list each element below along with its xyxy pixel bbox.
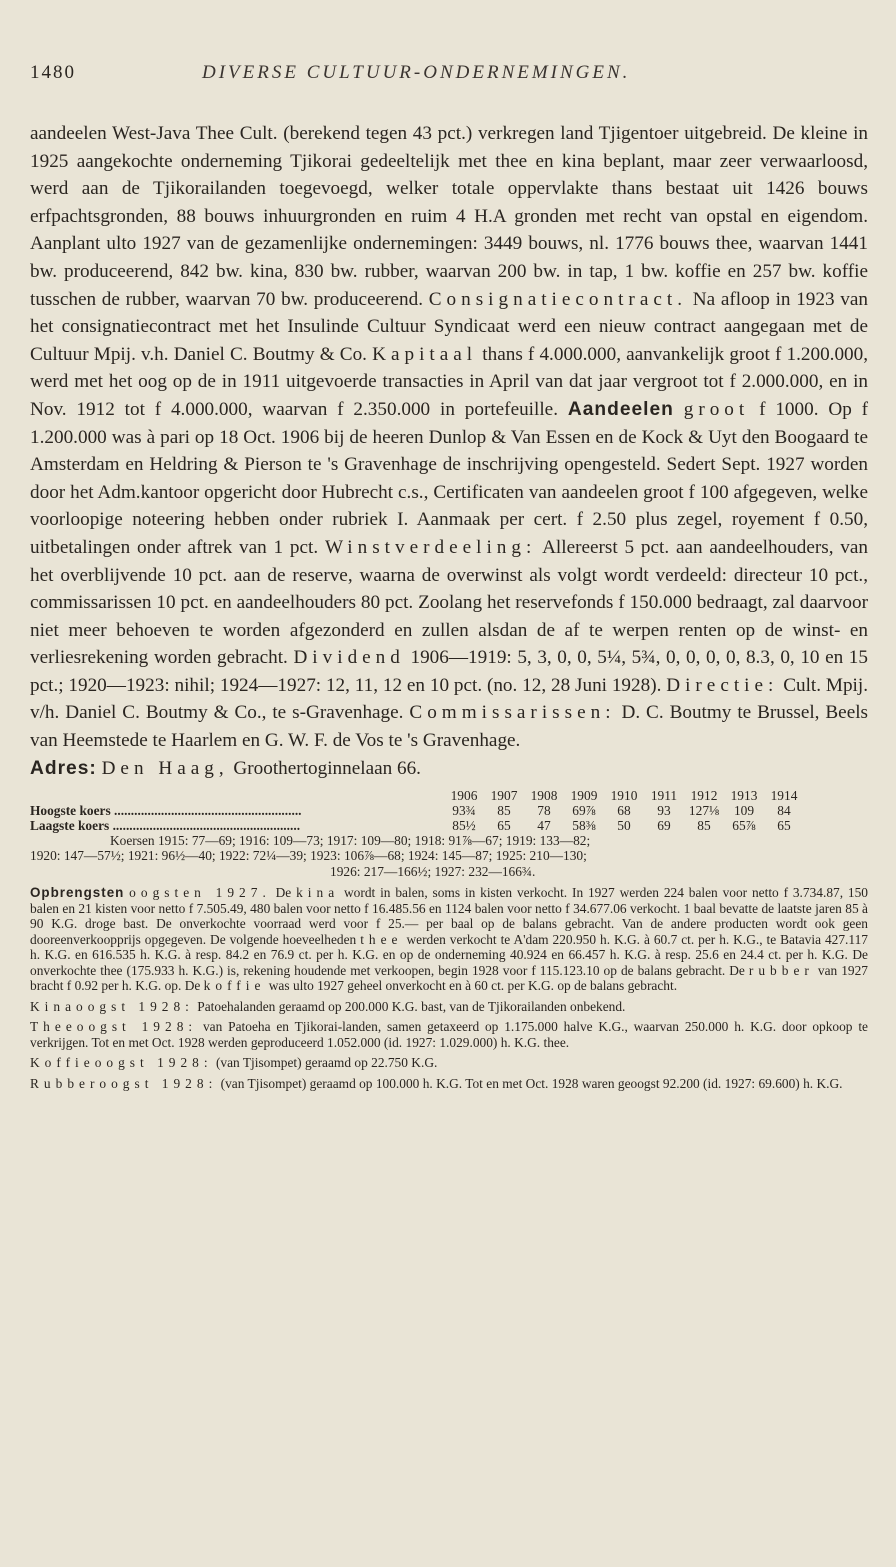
courses-line: Koersen 1915: 77—69; 1916: 109—73; 1917: 109—80; 1918: 91⅞—67; 1919: 133—82; bbox=[110, 832, 591, 848]
year-cell: 1914 bbox=[770, 787, 798, 803]
address-label: Adres: bbox=[30, 757, 97, 779]
opbrengsten-text: De bbox=[275, 885, 292, 901]
courses-block bbox=[30, 833, 868, 880]
year-cell: 1911 bbox=[650, 787, 678, 803]
consignatie-label: Consignatiecontract. bbox=[428, 288, 687, 310]
courses-line: 1920: 147—57½; 1921: 96½—40; 1922: 72¼—39; 1923: 106⅞—68; 1924: 145—87; 1925: 210—130; bbox=[30, 848, 587, 864]
thee-oogst-text: van Patoeha en Tjikorai-landen, samen getaxeerd op 1.175.000 halve K.G., waarvan 250.000 h. K.G. door opkoop te verkrijgen. Tot en met Oct. 1928 werden geproduceerd 1.052.000 (id. 1927: 1.029.000) h. K.G. thee. bbox=[30, 1019, 868, 1050]
year-cell: 1909 bbox=[570, 787, 598, 803]
opbrengsten-text: van 1927 bracht f 0.92 per h. K.G. op. De bbox=[30, 962, 868, 994]
courses-line: 1926: 217—166½; 1927: 232—166¾. bbox=[330, 863, 536, 879]
winst-label: Winstverdeeling: bbox=[324, 536, 537, 558]
rubber-oogst-paragraph bbox=[30, 1076, 868, 1092]
value-cell: 85 bbox=[497, 802, 511, 818]
value-cell: 47 bbox=[537, 817, 551, 833]
value-cell: 85 bbox=[697, 817, 711, 833]
rubber-oogst-text: (van Tjisompet) geraamd op 100.000 h. K.G. Tot en met Oct. 1928 waren geoogst 92.200 (id. 1927: 69.600) h. K.G. bbox=[220, 1075, 843, 1091]
directie-text: Cult. Mpij. v/h. Daniel C. Boutmy & Co., te s-Gravenhage. bbox=[30, 674, 869, 724]
year-cell: 1906 bbox=[450, 787, 478, 803]
year-cell: 1912 bbox=[690, 787, 718, 803]
commissarissen-label: Commissarissen: bbox=[409, 702, 616, 724]
kina-oogst-paragraph bbox=[30, 999, 868, 1015]
value-cell: 50 bbox=[617, 817, 631, 833]
year-cell: 1907 bbox=[490, 787, 518, 803]
dividend-text: 1906—1919: 5, 3, 0, 0, 5¼, 5¾, 0, 0, 0, 0, 8.3, 0, 10 en 15 pct.; 1920—1923: nihil; 1924—1927: 12, 11, 12 en 10 pct. (no. 12, 28 Juni 1928). bbox=[30, 647, 868, 696]
koffie-oogst-paragraph bbox=[30, 1055, 868, 1071]
opbrengsten-text: werden verkocht te A'dam 220.950 h. K.G. à 60.7 ct. per h. K.G., te Batavia 427.117 h. K.G. en 616.535 h. K.G. à resp. 84.2 en 76.9 ct. per h. K.G. en op de onderneming 40.924 en 66.457 h. K.G. à resp. 25.6 en 24.4 ct. per h. K.G. De onverkochte thee (175.933 h. K.G.) is, rekening houdende met verkoopen, begin 1928 voor f 115.123.10 op de balans gebracht. De bbox=[30, 931, 868, 978]
value-cell: 84 bbox=[777, 802, 791, 818]
commissarissen-text: D. C. Boutmy te Brussel, Beels van Heemstede te Haarlem en G. W. F. de Vos te 's Gravenhage. bbox=[30, 702, 869, 752]
price-table bbox=[30, 788, 804, 833]
kina-oogst-text: Patoehalanden geraamd op 200.000 K.G. bast, van de Tjikorailanden onbekend. bbox=[197, 998, 626, 1014]
value-cell: 58⅜ bbox=[572, 817, 596, 833]
consignatie-text: Na afloop in 1923 van het consignatiecontract met het Insulinde Cultuur Syndicaat werd een nieuw contract aangegaan met de Cultuur Mpij. v.h. Daniel C. Boutmy & Co. bbox=[30, 288, 869, 365]
value-cell: 109 bbox=[733, 802, 755, 818]
value-cell: 65 bbox=[777, 817, 791, 833]
value-cell: 78 bbox=[537, 802, 551, 818]
table-row-hoogste bbox=[30, 803, 804, 818]
page-number: 1480 bbox=[30, 62, 76, 83]
running-head bbox=[30, 62, 868, 92]
thee-word: thee bbox=[360, 931, 403, 947]
opbrengsten-paragraph bbox=[30, 885, 868, 994]
koffie-word: koffie bbox=[203, 978, 266, 994]
year-cell: 1910 bbox=[610, 787, 638, 803]
value-cell: 65⅞ bbox=[732, 817, 756, 833]
value-cell: 127⅛ bbox=[688, 802, 720, 818]
opbrengsten-text: was ulto 1927 geheel onverkocht en à 60 ct. per K.G. op de balans gebracht. bbox=[268, 978, 678, 994]
directie-label: Directie: bbox=[666, 674, 779, 696]
aandeelen-groot: groot bbox=[683, 398, 750, 420]
dividend-label: Dividend bbox=[293, 647, 405, 669]
table-row-laagste bbox=[30, 818, 804, 833]
intro-text: aandeelen West-Java Thee Cult. (berekend tegen 43 pct.) verkregen land Tjigentoer uitgebreid. De kleine in 1925 aangekochte onderneming Tjikorai gedeeltelijk met thee en kina beplant, maar zeer verwaarloosd, werd aan de Tjikorailanden toegevoegd, welker totale oppervlakte thans bestaat uit 1426 bouws erfpachtsgronden, 88 bouws inhuurgronden en ruim 4 H.A gronden met recht van opstal en eigendom. Aanplant ulto 1927 van de gezamenlijke ondernemingen: 3449 bouws, nl. 1776 bouws thee, waarvan 1441 bw. produceerend, 842 bw. kina, 830 bw. rubber, waarvan 200 bw. in tap, 1 bw. koffie en 257 bw. koffie tusschen de rubber, waarvan 70 bw. produceerend. bbox=[30, 123, 868, 310]
koffie-oogst-label: Koffieoogst 1928: bbox=[30, 1055, 213, 1071]
aandeelen-label: Aandeelen bbox=[567, 398, 674, 420]
year-cell: 1908 bbox=[530, 787, 558, 803]
koffie-oogst-text: (van Tjisompet) geraamd op 22.750 K.G. bbox=[215, 1055, 438, 1071]
value-cell: 65 bbox=[497, 817, 511, 833]
thee-oogst-paragraph bbox=[30, 1019, 868, 1050]
value-cell: 68 bbox=[617, 802, 631, 818]
harvest-section bbox=[30, 885, 868, 1091]
year-cell: 1913 bbox=[730, 787, 758, 803]
aandeelen-text: f 1000. Op f 1.200.000 was à pari op 18 Oct. 1906 bij de heeren Dunlop & Van Essen en de Kock & Uyt den Boogaard te Amsterdam en Heldring & Pierson te 's Gravenhage de inschrijving opengesteld. Sedert Sept. 1927 worden door het Adm.kantoor opgericht door Hubrecht c.s., Certificaten van aandeelen groot f 100 afgegeven, welke voorloopige noteering hebben onder rubriek I. Aanmaak per cert. f 2.50 plus zegel, royement f 0.50, uitbetalingen onder aftrek van 1 pct. bbox=[30, 398, 869, 558]
opbrengsten-label: Opbrengsten bbox=[30, 885, 125, 901]
running-title: DIVERSE CULTUUR-ONDERNEMINGEN. bbox=[202, 62, 631, 83]
price-table-years-row bbox=[30, 788, 804, 803]
rubber-word: rubber bbox=[748, 962, 814, 978]
row-label: Laagste koers ........................................................ bbox=[30, 817, 301, 833]
main-paragraph bbox=[30, 120, 868, 755]
value-cell: 85½ bbox=[452, 817, 476, 833]
value-cell: 69⅞ bbox=[572, 802, 596, 818]
row-label: Hoogste koers ........................................................ bbox=[30, 802, 302, 818]
address-line bbox=[30, 755, 868, 782]
opbrengsten-spaced: oogsten 1927. bbox=[129, 885, 271, 901]
kina-word: kina bbox=[296, 885, 340, 901]
value-cell: 93 bbox=[657, 802, 671, 818]
rubber-oogst-label: Rubberoogst 1928: bbox=[30, 1075, 218, 1091]
thee-oogst-label: Theeoogst 1928: bbox=[30, 1019, 198, 1035]
kapitaal-text: thans f 4.000.000, aanvankelijk groot f 1.200.000, werd met het oog op de in 1911 uitgevoerde transacties in April van dat jaar vergroot tot f 2.000.000, en in Nov. 1912 tot f 4.000.000, waarvan f 2.350.000 in portefeuille. bbox=[30, 343, 869, 420]
address-city: Den Haag, bbox=[101, 757, 229, 779]
value-cell: 93¾ bbox=[452, 802, 476, 818]
winst-text: Allereerst 5 pct. aan aandeelhouders, van het overblijvende 10 pct. aan de reserve, waarna de overwinst als volgt wordt verdeeld: directeur 10 pct., commissarissen 10 pct. en aandeelhouders 80 pct. Zoolang het reservefonds f 150.000 bedraagt, zal daarvoor niet meer behoeven te worden afgezonderd en zullen alsdan de af te werpen renten op de winst- en verliesrekening worden gebracht. bbox=[30, 536, 869, 669]
kapitaal-label: Kapitaal bbox=[372, 343, 478, 365]
opbrengsten-text: wordt in balen, soms in kisten verkocht. In 1927 werden 224 balen voor netto f 3.734.87, 150 balen en 21 kisten voor netto f 7.505.49, 480 balen voor netto f 16.485.56 en 1124 balen voor netto f 34.677.06 verkocht. 1 baal bevatte de laatste jaren 85 à 90 K.G. droge bast. De onverkochte voorraad werd voor f 25.— per baal op de balans gebracht. Van de andere producten wordt ook geen dooreenverkoopprijs opgegeven. De volgende hoeveelheden bbox=[30, 885, 868, 947]
kina-oogst-label: Kinaoogst 1928: bbox=[30, 998, 194, 1014]
address-street: Groothertoginnelaan 66. bbox=[233, 757, 421, 779]
value-cell: 69 bbox=[657, 817, 671, 833]
